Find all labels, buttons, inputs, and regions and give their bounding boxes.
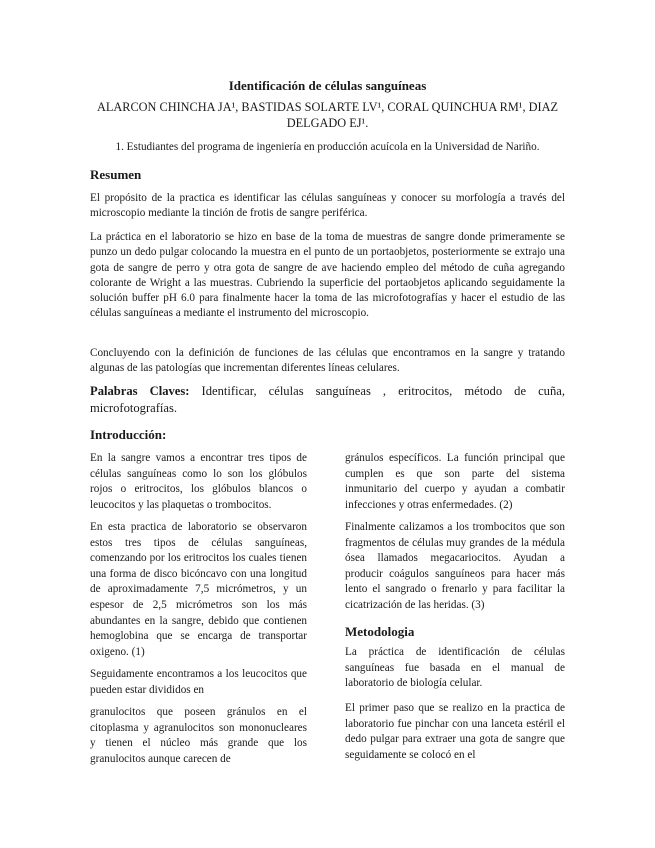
intro-paragraph: Seguidamente encontramos a los leucocitos que pueden estar divididos en [90, 668, 307, 696]
author-list [90, 99, 565, 131]
paper-title: Identificación de células sanguíneas [228, 78, 427, 93]
methodology-heading: Metodologia [345, 624, 415, 639]
methodology-paragraph: El primer paso que se realizo en la practica de laboratorio fue pinchar con una lanceta estéril el dedo pulgar para extraer una gota de sangre que seguidamente se colocó en el [345, 702, 565, 761]
intro-paragraph: granulocitos que poseen gránulos en el citoplasma y agranulocitos son mononucleares y tienen el núcleo más grande que los granulocitos aunque carecen de [90, 706, 307, 765]
intro-paragraph-continued: gránulos específicos. La función principal que cumplen es que son parte del sistema inmunitario del cuerpo y ayudan a combatir infecciones y otras enfermedades. (2) [345, 452, 565, 511]
keywords-label: Palabras Claves: [90, 384, 190, 398]
abstract-paragraph: La práctica en el laboratorio se hizo en base de la toma de muestras de sangre donde primeramente se punzo un dedo pulgar colocando la muestra en el punto de un portaobjetos, posteriormente se extrajo una gota de sangre de perro y otra gota de sangre de ave haciendo empleo del método de cuña agregando colorante de Wright a las muestras. Cubriendo la superficie del portaobjetos aplicando seguidamente la solución buffer pH 6.0 para finalmente hacer la toma de las microfotografías y hacer el estudio de las células sanguíneas a mediante el instrumento del microscopio. [90, 231, 565, 320]
intro-paragraph: En la sangre vamos a encontrar tres tipos de células sanguíneas como lo son los glóbulos rojos o eritrocitos, los glóbulos blancos o leucocitos y las plaquetas o trombocitos. [90, 452, 307, 511]
authors-line-2: DELGADO EJ¹. [286, 116, 369, 130]
abstract-heading: Resumen [90, 167, 142, 182]
abstract-paragraph: Concluyendo con la definición de funciones de las células que encontramos en la sangre y tratando algunas de las patologías que incrementan diferentes líneas celulares. [90, 347, 565, 375]
keywords-text: Identificar, células sanguíneas , eritrocitos, método de cuña, microfotografías. [90, 384, 565, 415]
abstract-paragraph: El propósito de la practica es identificar las células sanguíneas y conocer su morfología a través del microscopio mediante la tinción de frotis de sangre periférica. [90, 192, 565, 220]
introduction-heading: Introducción: [90, 427, 167, 442]
keywords [90, 383, 565, 417]
intro-paragraph: Finalmente calizamos a los trombocitos que son fragmentos de células muy grandes de la médula ósea llamados megacariocitos. Ayudan a producir coágulos sanguíneos para hacer más lento el sangrado o frenarlo y para facilitar la cicatrización de las heridas. (3) [345, 521, 565, 611]
authors-line-1: ALARCON CHINCHA JA¹, BASTIDAS SOLARTE LV¹, CORAL QUINCHUA RM¹, DIAZ [96, 100, 558, 114]
methodology-paragraph: La práctica de identificación de células sanguíneas fue basada en el manual de laboratorio de biología celular. [345, 646, 565, 690]
intro-paragraph: En esta practica de laboratorio se observaron estos tres tipos de células sanguíneas, comenzando por los eritrocitos los cuales tienen una forma de disco bicóncavo con una longitud de aproximadamente 7,5 micrómetros, y un espesor de 2,5 micrómetros son los más abundantes en la sangre, debido que contienen hemoglobina que se encarga de transportar oxigeno. (1) [90, 521, 307, 658]
affiliation: 1. Estudiantes del programa de ingeniería en producción acuícola en la Universidad de Nariño. [115, 141, 540, 153]
